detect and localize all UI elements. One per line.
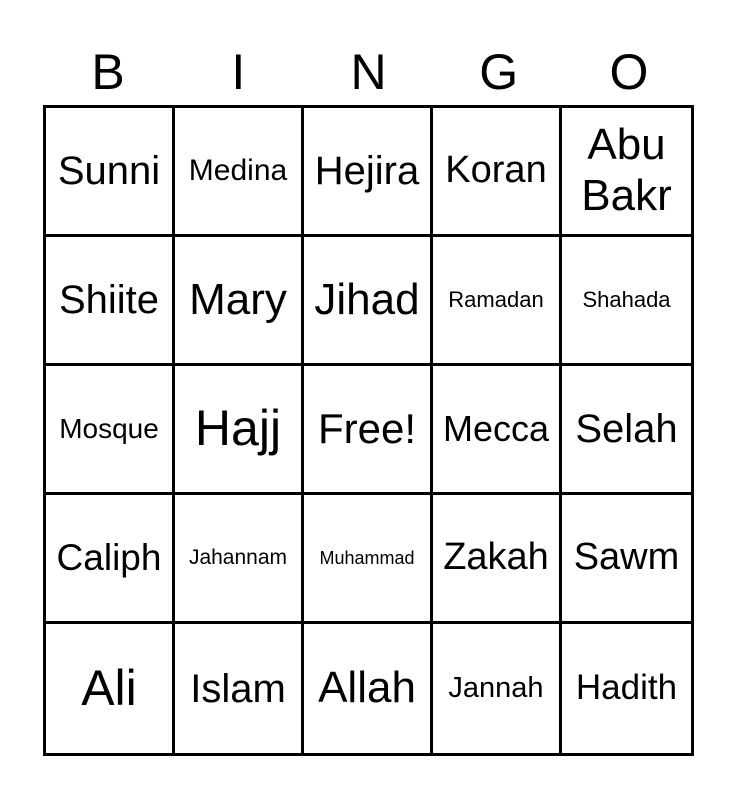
bingo-cell[interactable]	[175, 108, 304, 237]
cell-text: Free!	[317, 404, 417, 452]
bingo-cell[interactable]	[433, 108, 562, 237]
bingo-cell[interactable]	[46, 624, 175, 753]
cell-text: Hadith	[575, 668, 678, 708]
bingo-cell[interactable]	[304, 237, 433, 366]
bingo-cell[interactable]	[304, 366, 433, 495]
bingo-board	[43, 105, 694, 756]
header-letter-i: I	[231, 44, 246, 100]
cell-text: Mary	[189, 274, 287, 324]
bingo-cell[interactable]	[175, 237, 304, 366]
cell-text: Allah	[318, 663, 416, 713]
header-letter-n: N	[350, 44, 387, 100]
bingo-cell[interactable]	[562, 624, 691, 753]
header-letter-o: O	[609, 44, 649, 100]
cell-text: Muhammad	[319, 547, 415, 568]
cell-text: Islam	[190, 666, 286, 711]
cell-text: Caliph	[56, 536, 162, 578]
cell-text: Jihad	[314, 274, 420, 324]
cell-text: Sunni	[57, 149, 161, 193]
bingo-cell[interactable]	[562, 495, 691, 624]
bingo-cell[interactable]	[433, 366, 562, 495]
cell-text: Zakah	[443, 536, 549, 579]
bingo-cell[interactable]	[433, 237, 562, 366]
cell-text: Abu Bakr	[581, 120, 672, 220]
bingo-cell[interactable]	[304, 495, 433, 624]
cell-text: Koran	[445, 149, 547, 192]
bingo-cell[interactable]	[175, 495, 304, 624]
cell-text: Hajj	[194, 400, 282, 457]
bingo-cell[interactable]	[46, 237, 175, 366]
cell-text: Sawm	[573, 536, 680, 579]
bingo-cell[interactable]	[304, 108, 433, 237]
bingo-cell[interactable]	[433, 495, 562, 624]
cell-text: Mecca	[442, 408, 550, 450]
bingo-cell[interactable]	[46, 495, 175, 624]
cell-text: Hejira	[314, 149, 420, 193]
cell-text: Mosque	[59, 412, 159, 444]
bingo-cell[interactable]	[46, 108, 175, 237]
header-letter-b: B	[91, 44, 125, 100]
bingo-cell[interactable]	[304, 624, 433, 753]
cell-text: Ali	[81, 659, 137, 716]
cell-text: Selah	[575, 407, 678, 451]
cell-text: Jannah	[448, 671, 544, 704]
bingo-cell[interactable]	[46, 366, 175, 495]
bingo-cell[interactable]	[562, 108, 691, 237]
bingo-cell[interactable]	[175, 366, 304, 495]
bingo-header	[43, 40, 694, 104]
cell-text: Medina	[188, 153, 288, 187]
cell-text: Ramadan	[448, 287, 544, 313]
cell-text: Shahada	[582, 287, 671, 313]
bingo-cell[interactable]	[562, 237, 691, 366]
bingo-cell[interactable]	[433, 624, 562, 753]
header-letter-g: G	[479, 44, 519, 100]
cell-text: Shiite	[58, 278, 160, 322]
cell-text: Jahannam	[188, 545, 288, 569]
bingo-cell[interactable]	[175, 624, 304, 753]
bingo-cell[interactable]	[562, 366, 691, 495]
